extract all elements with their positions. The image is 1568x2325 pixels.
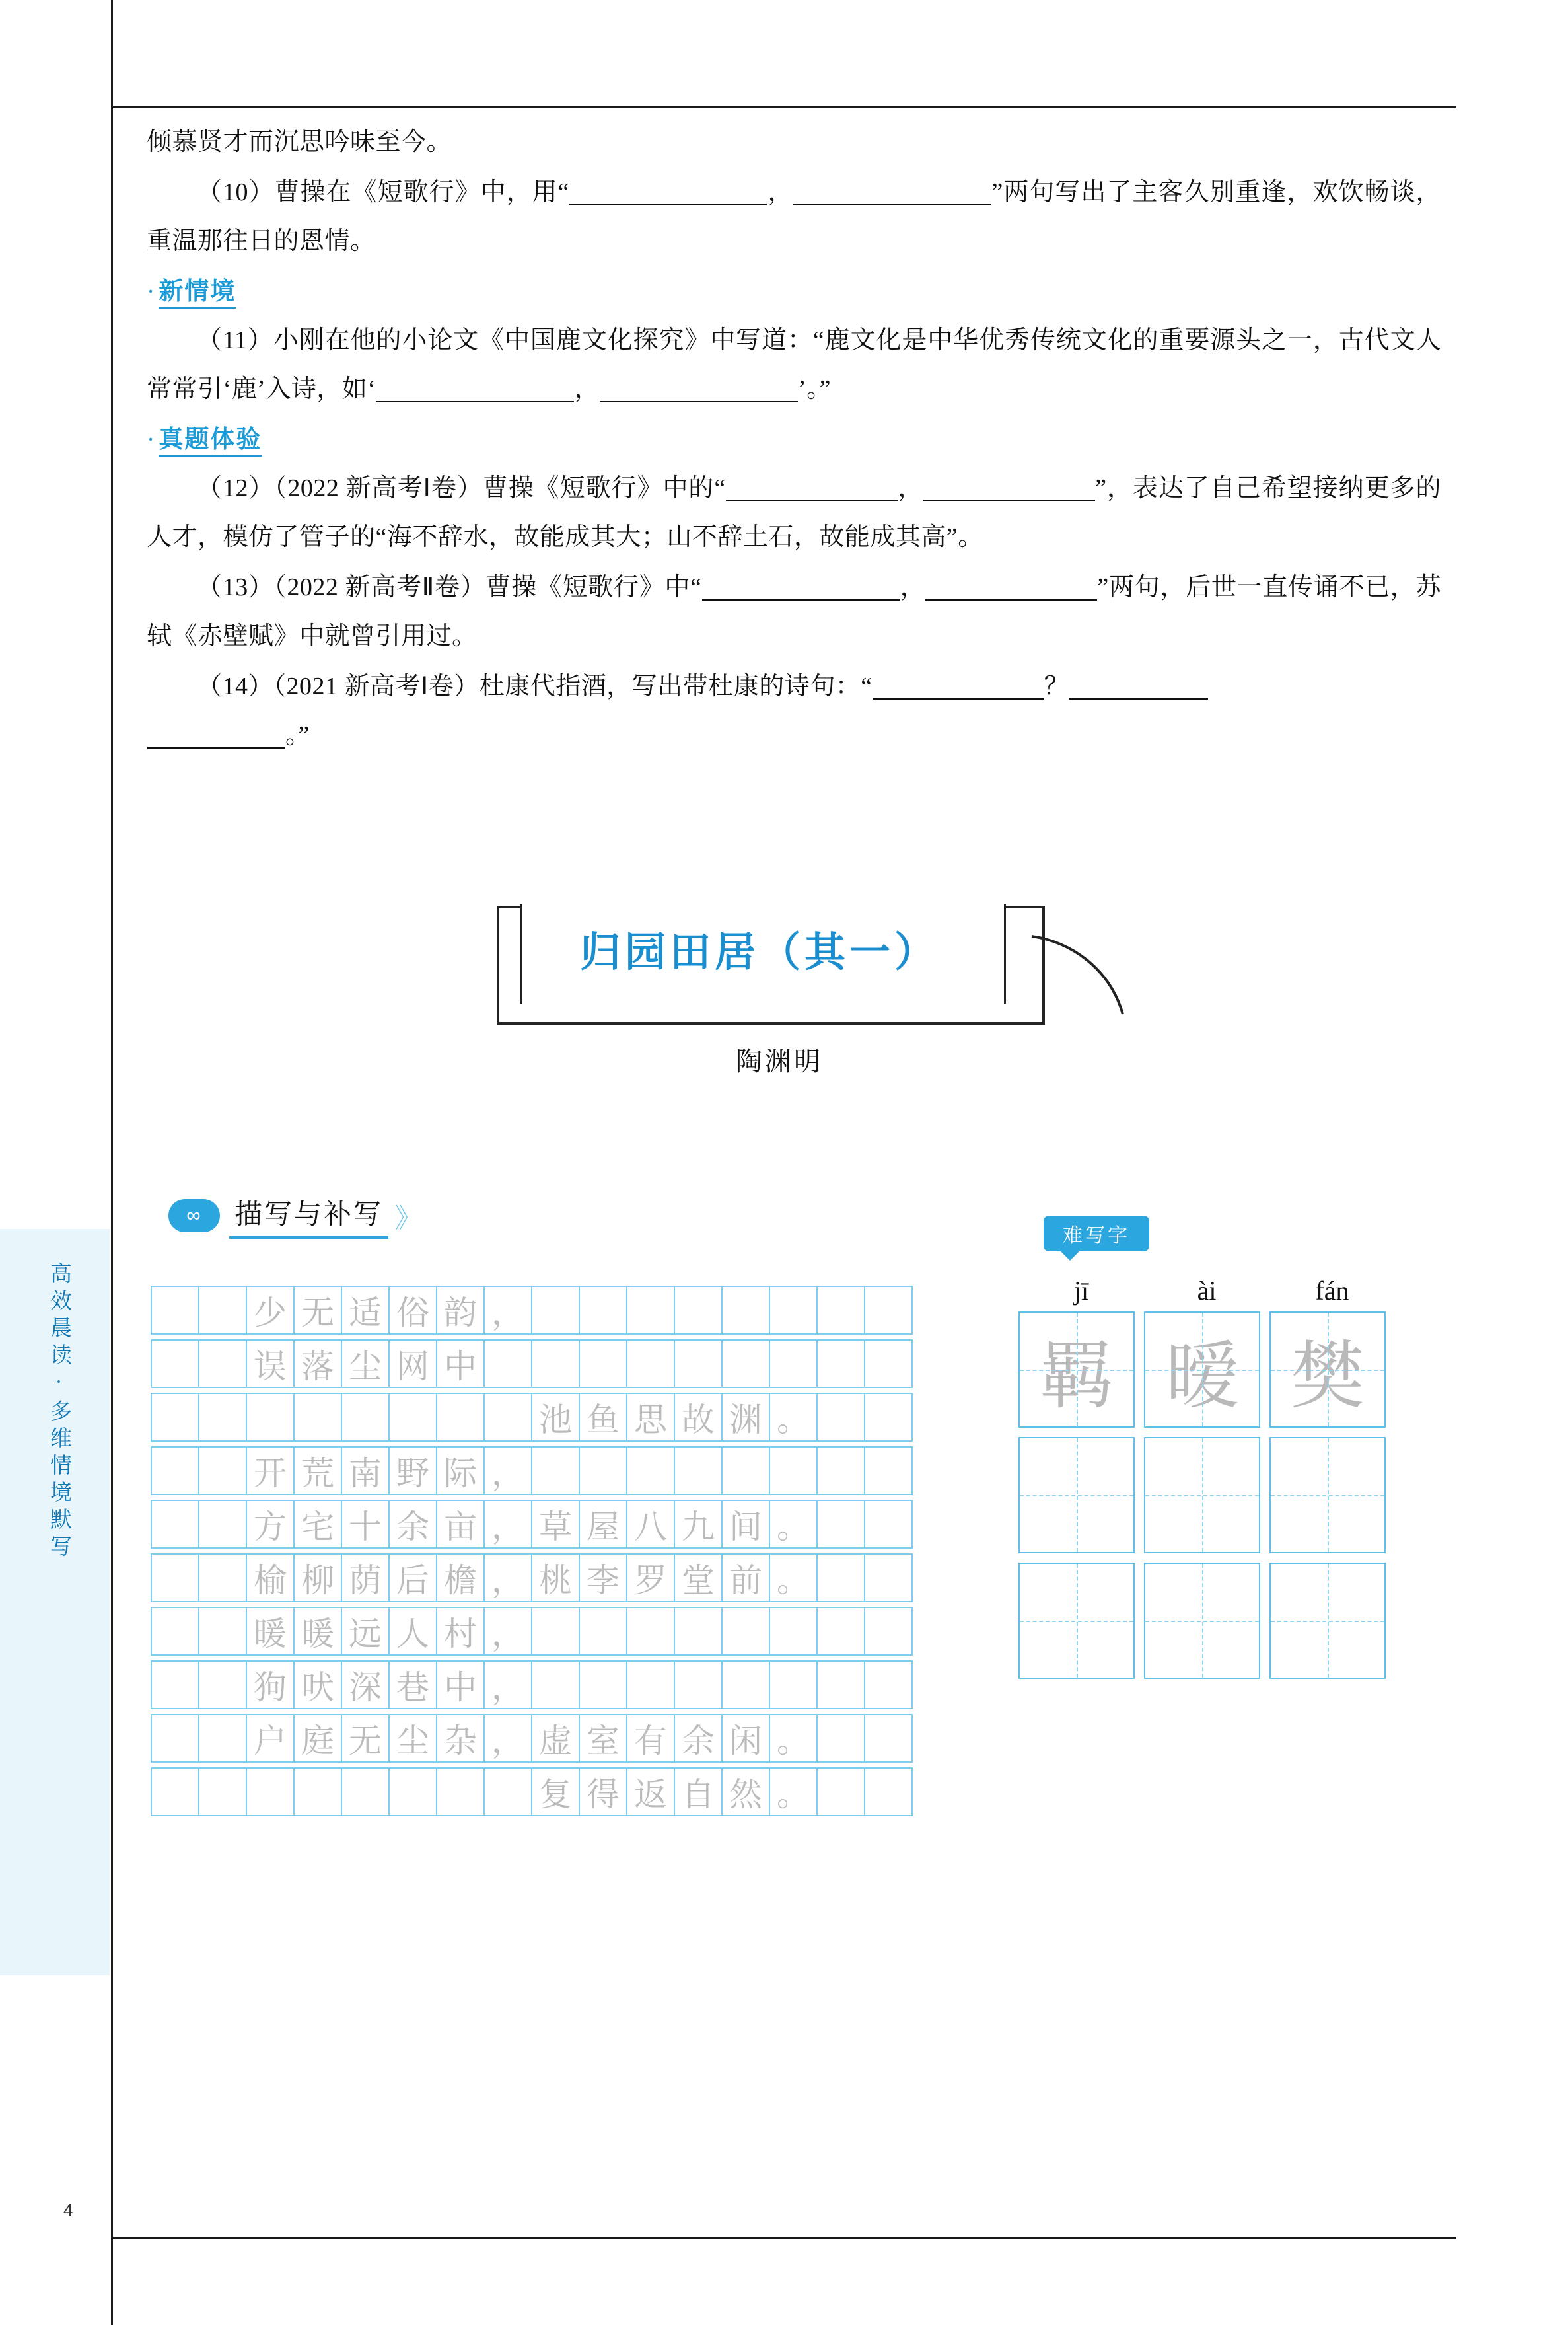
question-11	[147, 316, 1441, 414]
writing-cell-empty[interactable]	[579, 1339, 627, 1388]
writing-cell-filled[interactable]: 亩	[436, 1500, 485, 1549]
writing-cell-empty[interactable]	[816, 1553, 865, 1602]
writing-grid-row	[151, 1286, 911, 1335]
writing-cell-empty[interactable]	[293, 1767, 342, 1816]
writing-cell-filled[interactable]: 余	[388, 1500, 437, 1549]
writing-cell-empty[interactable]	[483, 1339, 532, 1388]
writing-cell-filled[interactable]: 然	[721, 1767, 770, 1816]
writing-cell-filled[interactable]: 误	[246, 1339, 295, 1388]
pinyin-label: jī	[1073, 1276, 1089, 1306]
writing-cell-empty[interactable]	[531, 1339, 580, 1388]
writing-cell-empty[interactable]	[151, 1286, 199, 1335]
writing-cell-empty[interactable]	[864, 1767, 913, 1816]
hard-characters-label: 难写字	[1044, 1216, 1149, 1251]
writing-cell-empty[interactable]	[864, 1607, 913, 1656]
writing-cell-filled[interactable]: 李	[579, 1553, 627, 1602]
writing-cell-filled[interactable]: ，	[483, 1446, 532, 1495]
writing-grid-row	[151, 1660, 911, 1709]
writing-cell-filled[interactable]: 堂	[674, 1553, 723, 1602]
writing-cell-filled[interactable]: 室	[579, 1714, 627, 1763]
writing-grid-row	[151, 1500, 911, 1549]
writing-cell-filled[interactable]: 屋	[579, 1500, 627, 1549]
writing-cell-empty[interactable]	[864, 1714, 913, 1763]
q10-comma: ，	[767, 178, 794, 206]
writing-cell-filled[interactable]: 十	[341, 1500, 390, 1549]
q11-comma: ，	[574, 375, 600, 403]
tianzige-cell-empty[interactable]	[1018, 1563, 1135, 1679]
question-13	[147, 563, 1441, 661]
writing-cell-filled[interactable]: 。	[769, 1393, 818, 1442]
writing-cell-filled[interactable]: 思	[626, 1393, 675, 1442]
writing-cell-filled[interactable]: 宅	[293, 1500, 342, 1549]
answer-blank[interactable]	[1069, 671, 1208, 700]
writing-cell-filled[interactable]: 村	[436, 1607, 485, 1656]
writing-cell-filled[interactable]: 韵	[436, 1286, 485, 1335]
writing-cell-empty[interactable]	[388, 1767, 437, 1816]
writing-cell-empty[interactable]	[816, 1339, 865, 1388]
writing-cell-filled[interactable]: 荫	[341, 1553, 390, 1602]
answer-blank[interactable]	[923, 472, 1095, 501]
answer-blank[interactable]	[873, 671, 1044, 700]
writing-cell-empty[interactable]	[483, 1767, 532, 1816]
writing-cell-empty[interactable]	[341, 1767, 390, 1816]
hard-characters-panel	[1004, 1216, 1413, 1679]
writing-grid-row	[151, 1339, 911, 1388]
writing-cell-empty[interactable]	[769, 1286, 818, 1335]
writing-cell-empty[interactable]	[198, 1286, 247, 1335]
answer-blank[interactable]	[925, 572, 1097, 601]
writing-cell-empty[interactable]	[816, 1607, 865, 1656]
tianzige-cell-empty[interactable]	[1269, 1563, 1386, 1679]
writing-cell-filled[interactable]: 远	[341, 1607, 390, 1656]
question-14	[147, 662, 1441, 760]
tianzige-row-practice	[1018, 1563, 1413, 1679]
writing-cell-filled[interactable]: ，	[483, 1553, 532, 1602]
writing-cell-empty[interactable]	[626, 1286, 675, 1335]
answer-blank[interactable]	[793, 176, 991, 205]
writing-cell-filled[interactable]: 柳	[293, 1553, 342, 1602]
writing-cell-empty[interactable]	[579, 1286, 627, 1335]
q12-comma: ，	[897, 474, 924, 502]
section-heading	[168, 1193, 417, 1239]
writing-cell-filled[interactable]: 九	[674, 1500, 723, 1549]
answer-blank[interactable]	[569, 176, 767, 205]
q14-text-a: （14）（2021 新高考Ⅰ卷）杜康代指酒，写出带杜康的诗句：“	[197, 673, 873, 700]
page-number: 4	[63, 2200, 73, 2220]
writing-cell-empty[interactable]	[151, 1607, 199, 1656]
tianzige-row-model	[1018, 1311, 1413, 1428]
writing-cell-filled[interactable]: 中	[436, 1660, 485, 1709]
writing-cell-empty[interactable]	[769, 1607, 818, 1656]
writing-cell-empty[interactable]	[531, 1286, 580, 1335]
q12-text-a: （12）（2022 新高考Ⅰ卷）曹操《短歌行》中的“	[197, 474, 726, 502]
writing-cell-empty[interactable]	[341, 1393, 390, 1442]
writing-cell-filled[interactable]: 巷	[388, 1660, 437, 1709]
writing-cell-empty[interactable]	[436, 1393, 485, 1442]
writing-cell-filled[interactable]: 南	[341, 1446, 390, 1495]
writing-cell-filled[interactable]: ，	[483, 1607, 532, 1656]
writing-cell-filled[interactable]: 桃	[531, 1553, 580, 1602]
writing-cell-filled[interactable]: 榆	[246, 1553, 295, 1602]
q13-text-b: ”两句，后世一直传诵不已，苏轼《赤壁赋》中就曾引用过。	[147, 573, 1441, 650]
writing-cell-empty[interactable]	[769, 1446, 818, 1495]
writing-cell-filled[interactable]: 虚	[531, 1714, 580, 1763]
writing-cell-empty[interactable]	[816, 1500, 865, 1549]
writing-cell-empty[interactable]	[198, 1339, 247, 1388]
writing-cell-filled[interactable]: 闲	[721, 1714, 770, 1763]
writing-cell-filled[interactable]: 中	[436, 1339, 485, 1388]
writing-cell-empty[interactable]	[864, 1393, 913, 1442]
writing-cell-filled[interactable]: ，	[483, 1500, 532, 1549]
q13-comma: ，	[900, 573, 926, 601]
writing-cell-empty[interactable]	[769, 1660, 818, 1709]
writing-cell-filled[interactable]: 人	[388, 1607, 437, 1656]
writing-cell-empty[interactable]	[674, 1446, 723, 1495]
writing-cell-empty[interactable]	[769, 1339, 818, 1388]
question-12	[147, 464, 1441, 562]
writing-cell-filled[interactable]: 。	[769, 1553, 818, 1602]
pinyin-label: fán	[1315, 1276, 1349, 1306]
poem-title-banner	[489, 895, 1149, 1076]
writing-cell-filled[interactable]: 渊	[721, 1393, 770, 1442]
q14-text-b: 。”	[285, 721, 310, 749]
writing-cell-filled[interactable]: 草	[531, 1500, 580, 1549]
writing-cell-empty[interactable]	[198, 1660, 247, 1709]
writing-grid-row	[151, 1714, 911, 1763]
writing-grid-row	[151, 1767, 911, 1816]
writing-cell-filled[interactable]: 罗	[626, 1553, 675, 1602]
writing-cell-empty[interactable]	[151, 1714, 199, 1763]
writing-cell-empty[interactable]	[151, 1660, 199, 1709]
answer-blank[interactable]	[726, 472, 898, 501]
side-tab-label: 高效晨读·多维情境默写	[47, 1262, 71, 1562]
bullet-icon: ·	[147, 426, 155, 453]
writing-cell-filled[interactable]: 杂	[436, 1714, 485, 1763]
writing-cell-empty[interactable]	[579, 1660, 627, 1709]
page-border-bottom	[111, 2237, 1456, 2239]
writing-cell-empty[interactable]	[721, 1660, 770, 1709]
writing-cell-filled[interactable]: 吠	[293, 1660, 342, 1709]
writing-cell-empty[interactable]	[436, 1767, 485, 1816]
writing-cell-filled[interactable]: ，	[483, 1286, 532, 1335]
writing-cell-filled[interactable]: 余	[674, 1714, 723, 1763]
writing-cell-empty[interactable]	[626, 1607, 675, 1656]
writing-cell-filled[interactable]: 。	[769, 1767, 818, 1816]
tag-new-context-label: 新情境	[159, 278, 236, 309]
page-border-left	[111, 0, 113, 2325]
writing-cell-empty[interactable]	[816, 1393, 865, 1442]
writing-cell-empty[interactable]	[388, 1393, 437, 1442]
writing-cell-empty[interactable]	[198, 1393, 247, 1442]
writing-cell-empty[interactable]	[151, 1767, 199, 1816]
writing-cell-empty[interactable]	[674, 1339, 723, 1388]
q11-text-b: ’。”	[797, 375, 832, 403]
answer-blank[interactable]	[600, 373, 798, 402]
tag-new-context	[147, 270, 1441, 314]
question-10	[147, 168, 1441, 266]
writing-cell-empty[interactable]	[198, 1553, 247, 1602]
writing-cell-empty[interactable]	[531, 1446, 580, 1495]
writing-cell-filled[interactable]: 尘	[388, 1714, 437, 1763]
writing-cell-empty[interactable]	[151, 1339, 199, 1388]
writing-cell-empty[interactable]	[721, 1446, 770, 1495]
page-border-top	[111, 106, 1456, 108]
writing-cell-empty[interactable]	[293, 1393, 342, 1442]
poem-author: 陶渊明	[736, 1047, 823, 1076]
writing-cell-filled[interactable]: 开	[246, 1446, 295, 1495]
writing-cell-empty[interactable]	[579, 1446, 627, 1495]
banner-ribbon-icon	[1030, 935, 1143, 1027]
writing-cell-empty[interactable]	[531, 1607, 580, 1656]
writing-cell-empty[interactable]	[864, 1660, 913, 1709]
q11-text-a: （11）小刚在他的小论文《中国鹿文化探究》中写道：“鹿文化是中华优秀传统文化的重要源头之一，古代文人常常引‘鹿’入诗，如‘	[147, 326, 1441, 403]
writing-cell-empty[interactable]	[483, 1393, 532, 1442]
writing-grid-row	[151, 1553, 911, 1602]
writing-cell-filled[interactable]: 鱼	[579, 1393, 627, 1442]
writing-cell-filled[interactable]: 适	[341, 1286, 390, 1335]
tianzige-rows[interactable]	[1004, 1311, 1413, 1679]
writing-cell-filled[interactable]: 得	[579, 1767, 627, 1816]
writing-cell-filled[interactable]: 俗	[388, 1286, 437, 1335]
writing-grid-row	[151, 1393, 911, 1442]
writing-cell-empty[interactable]	[198, 1446, 247, 1495]
writing-cell-filled[interactable]: 暖	[293, 1607, 342, 1656]
writing-cell-filled[interactable]: 深	[341, 1660, 390, 1709]
chevron-right-icon: 》	[395, 1202, 418, 1233]
writing-grid[interactable]	[151, 1286, 911, 1821]
pinyin-label: ài	[1197, 1276, 1217, 1306]
writing-cell-filled[interactable]: 有	[626, 1714, 675, 1763]
writing-cell-empty[interactable]	[721, 1286, 770, 1335]
answer-blank[interactable]	[376, 373, 574, 402]
writing-cell-empty[interactable]	[816, 1714, 865, 1763]
writing-cell-filled[interactable]: 复	[531, 1767, 580, 1816]
writing-cell-empty[interactable]	[198, 1714, 247, 1763]
writing-cell-filled[interactable]: 八	[626, 1500, 675, 1549]
section-pill-icon: ∞	[168, 1199, 220, 1232]
writing-cell-filled[interactable]: 庭	[293, 1714, 342, 1763]
writing-cell-filled[interactable]: 无	[293, 1286, 342, 1335]
writing-cell-empty[interactable]	[151, 1500, 199, 1549]
writing-cell-empty[interactable]	[626, 1339, 675, 1388]
writing-cell-filled[interactable]: 户	[246, 1714, 295, 1763]
writing-cell-filled[interactable]: 暖	[246, 1607, 295, 1656]
writing-cell-empty[interactable]	[151, 1446, 199, 1495]
writing-cell-filled[interactable]: 落	[293, 1339, 342, 1388]
tianzige-cell-model[interactable]: 暧	[1144, 1311, 1260, 1428]
writing-cell-filled[interactable]: 。	[769, 1714, 818, 1763]
writing-cell-empty[interactable]	[864, 1446, 913, 1495]
tianzige-cell-model[interactable]: 羁	[1018, 1311, 1135, 1428]
writing-cell-empty[interactable]	[864, 1339, 913, 1388]
writing-cell-filled[interactable]: 前	[721, 1553, 770, 1602]
tianzige-row-practice	[1018, 1437, 1413, 1553]
tianzige-cell-empty[interactable]	[1144, 1563, 1260, 1679]
writing-cell-empty[interactable]	[579, 1607, 627, 1656]
writing-cell-filled[interactable]: 方	[246, 1500, 295, 1549]
writing-grid-row	[151, 1446, 911, 1495]
writing-cell-filled[interactable]: 荒	[293, 1446, 342, 1495]
answer-blank[interactable]	[702, 572, 900, 601]
writing-cell-empty[interactable]	[151, 1393, 199, 1442]
writing-cell-empty[interactable]	[816, 1660, 865, 1709]
writing-cell-filled[interactable]: 少	[246, 1286, 295, 1335]
writing-cell-empty[interactable]	[864, 1553, 913, 1602]
q12-text-b: ”，表达了自己希望接纳更多的人才，模仿了管子的“海不辞水，故能成其大；山不辞土石，故能成其高”。	[147, 474, 1441, 551]
tianzige-cell-empty[interactable]	[1269, 1437, 1386, 1553]
writing-cell-filled[interactable]: 檐	[436, 1553, 485, 1602]
writing-cell-empty[interactable]	[198, 1500, 247, 1549]
writing-cell-filled[interactable]: ，	[483, 1660, 532, 1709]
poem-title: 归园田居（其一）	[579, 930, 939, 975]
writing-cell-empty[interactable]	[721, 1339, 770, 1388]
section-title: 描写与补写	[229, 1193, 388, 1239]
writing-cell-filled[interactable]: 网	[388, 1339, 437, 1388]
tag-real-exam	[147, 418, 1441, 462]
writing-cell-filled[interactable]: 返	[626, 1767, 675, 1816]
bullet-icon: ·	[147, 278, 155, 305]
writing-cell-filled[interactable]: 故	[674, 1393, 723, 1442]
writing-cell-empty[interactable]	[198, 1607, 247, 1656]
writing-cell-filled[interactable]: 无	[341, 1714, 390, 1763]
writing-cell-empty[interactable]	[816, 1286, 865, 1335]
writing-cell-filled[interactable]: 尘	[341, 1339, 390, 1388]
writing-grid-row	[151, 1607, 911, 1656]
writing-cell-empty[interactable]	[816, 1446, 865, 1495]
q13-text-a: （13）（2022 新高考Ⅱ卷）曹操《短歌行》中“	[197, 573, 702, 601]
writing-cell-empty[interactable]	[531, 1660, 580, 1709]
writing-cell-filled[interactable]: 野	[388, 1446, 437, 1495]
writing-cell-filled[interactable]: 池	[531, 1393, 580, 1442]
writing-cell-empty[interactable]	[674, 1607, 723, 1656]
q14-q-mark: ？	[1044, 673, 1070, 700]
writing-cell-empty[interactable]	[816, 1767, 865, 1816]
text-column	[147, 118, 1441, 761]
writing-cell-filled[interactable]: 际	[436, 1446, 485, 1495]
paragraph-continuation: 倾慕贤才而沉思吟味至今。	[147, 128, 452, 156]
writing-cell-empty[interactable]	[674, 1660, 723, 1709]
tag-real-exam-label: 真题体验	[159, 426, 262, 457]
q10-text-a: （10）曹操在《短歌行》中，用“	[197, 178, 569, 206]
writing-cell-filled[interactable]: 狗	[246, 1660, 295, 1709]
pinyin-row	[1018, 1275, 1413, 1306]
writing-cell-empty[interactable]	[246, 1767, 295, 1816]
writing-cell-empty[interactable]	[626, 1660, 675, 1709]
q10-text-b: ”两句写出了主客久别重逢，欢饮畅谈，重温那往日的恩情。	[147, 178, 1441, 255]
writing-cell-empty[interactable]	[721, 1607, 770, 1656]
writing-cell-empty[interactable]	[864, 1286, 913, 1335]
answer-blank[interactable]	[147, 720, 285, 749]
writing-cell-filled[interactable]: 自	[674, 1767, 723, 1816]
writing-cell-empty[interactable]	[864, 1500, 913, 1549]
writing-cell-empty[interactable]	[198, 1767, 247, 1816]
tianzige-cell-empty[interactable]	[1018, 1437, 1135, 1553]
writing-cell-filled[interactable]: 间	[721, 1500, 770, 1549]
writing-cell-empty[interactable]	[246, 1393, 295, 1442]
writing-cell-filled[interactable]: ，	[483, 1714, 532, 1763]
writing-cell-filled[interactable]: 后	[388, 1553, 437, 1602]
tianzige-cell-model[interactable]: 樊	[1269, 1311, 1386, 1428]
writing-cell-empty[interactable]	[674, 1286, 723, 1335]
writing-cell-empty[interactable]	[151, 1553, 199, 1602]
tianzige-cell-empty[interactable]	[1144, 1437, 1260, 1553]
writing-cell-filled[interactable]: 。	[769, 1500, 818, 1549]
writing-cell-empty[interactable]	[626, 1446, 675, 1495]
